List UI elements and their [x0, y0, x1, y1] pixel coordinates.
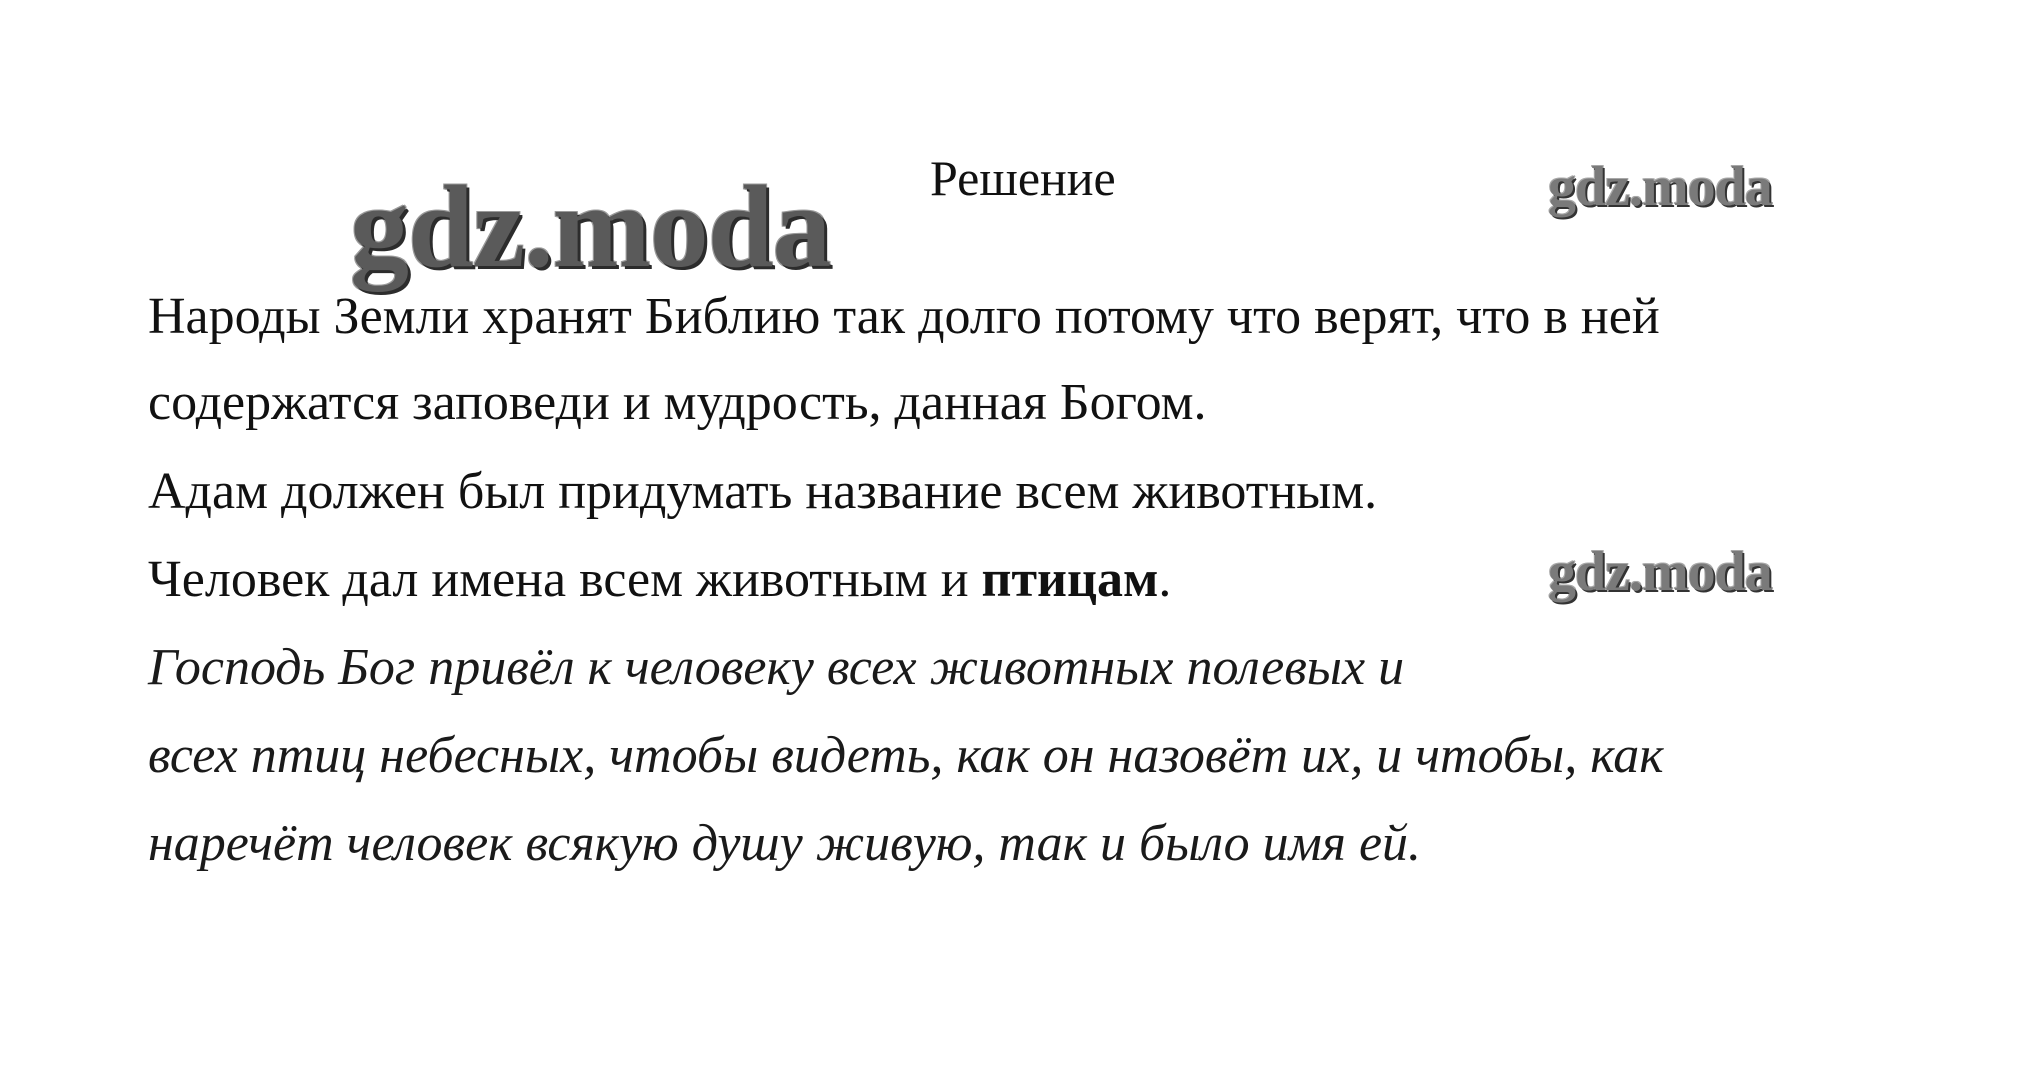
quote-line-1: Господь Бог привёл к человеку всех животных полевых и: [148, 639, 1405, 696]
watermark-logo-large: gdz.moda: [350, 161, 831, 292]
answer-line-2: содержатся заповеди и мудрость, данная Богом.: [148, 374, 1207, 431]
solution-heading: Решение: [930, 150, 1116, 206]
quote-line-2: всех птиц небесных, чтобы видеть, как он назовёт их, и чтобы, как: [148, 727, 1664, 784]
answer-line-4-text: Человек дал имена всем животным и: [148, 551, 982, 608]
answer-line-1: Народы Земли хранят Библию так долго потому что верят, что в ней: [148, 288, 1660, 345]
answer-line-4-bold-word: птицам: [981, 551, 1159, 608]
answer-line-4: [148, 549, 1171, 611]
answer-line-3: Адам должен был придумать название всем животным.: [148, 463, 1378, 520]
answer-line-4-period: .: [1158, 551, 1172, 608]
watermark-logo-middle-right: gdz.moda: [1548, 541, 1772, 603]
watermark-logo-top-right: gdz.moda: [1548, 156, 1772, 218]
quote-line-3: наречёт человек всякую душу живую, так и было имя ей.: [148, 815, 1422, 872]
